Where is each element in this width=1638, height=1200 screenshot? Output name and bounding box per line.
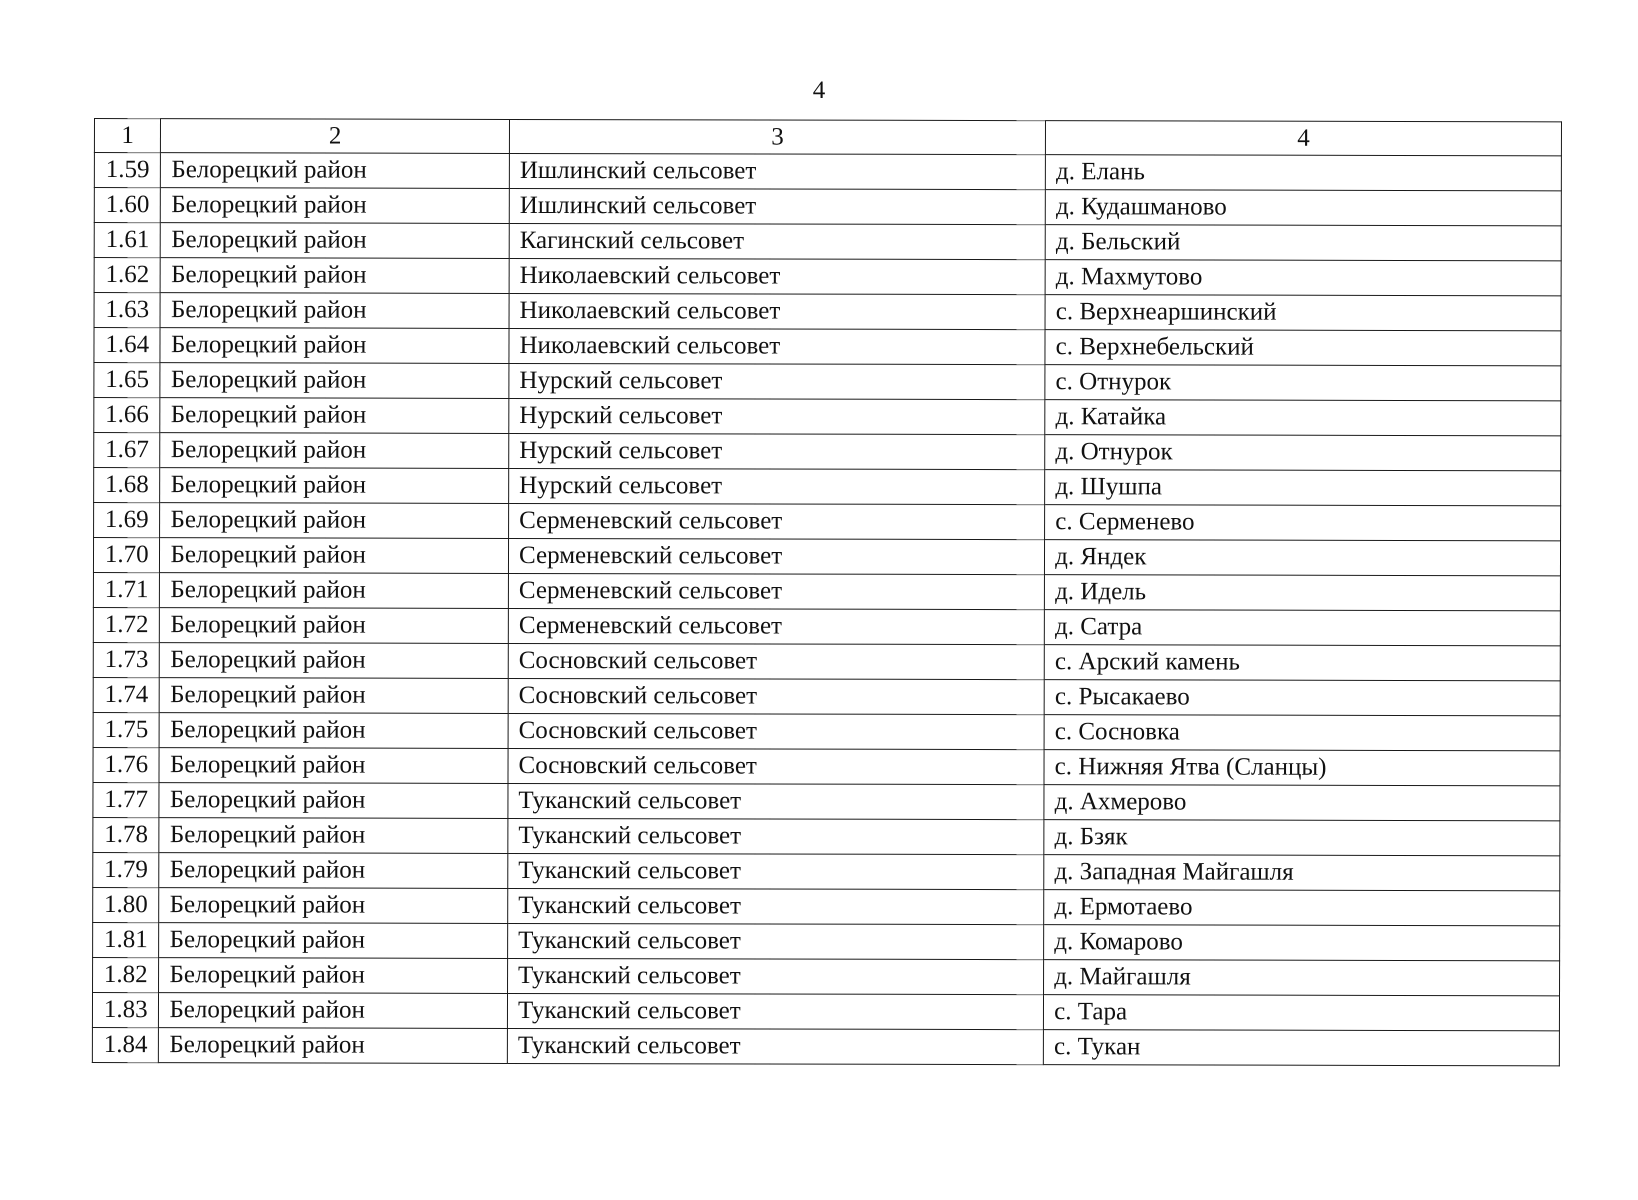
settlement-cell: д. Яндек (1045, 540, 1561, 576)
settlement-cell: с. Тара (1044, 995, 1560, 1031)
row-number: 1.80 (93, 887, 160, 922)
settlement-cell: д. Бзяк (1044, 820, 1560, 856)
row-number: 1.83 (92, 992, 159, 1027)
district-cell: Белорецкий район (160, 538, 509, 574)
district-cell: Белорецкий район (160, 713, 509, 749)
settlement-cell: д. Сатра (1044, 610, 1560, 646)
table-row (93, 677, 1560, 715)
council-cell: Туканский сельсовет (508, 853, 1044, 889)
council-cell: Нурский сельсовет (509, 468, 1045, 504)
council-cell: Сосновский сельсовет (508, 643, 1044, 679)
settlement-cell: с. Отнурок (1045, 365, 1561, 401)
council-cell: Нурский сельсовет (509, 398, 1045, 434)
district-cell: Белорецкий район (159, 993, 508, 1029)
table-body (92, 153, 1561, 1066)
district-cell: Белорецкий район (160, 643, 509, 679)
header-col-3: 3 (509, 119, 1045, 154)
district-cell: Белорецкий район (159, 1028, 508, 1064)
settlements-table (92, 118, 1562, 1066)
settlement-cell: д. Западная Майгашля (1044, 855, 1560, 891)
table-row (93, 852, 1560, 890)
district-cell: Белорецкий район (161, 223, 510, 259)
district-cell: Белорецкий район (160, 608, 509, 644)
table-row (93, 572, 1560, 610)
district-cell: Белорецкий район (161, 153, 510, 189)
council-cell: Нурский сельсовет (509, 433, 1045, 469)
district-cell: Белорецкий район (160, 573, 509, 609)
district-cell: Белорецкий район (159, 818, 508, 854)
table-row (94, 293, 1561, 331)
district-cell: Белорецкий район (160, 398, 509, 434)
header-col-1: 1 (94, 119, 161, 153)
header-col-4: 4 (1046, 121, 1562, 156)
settlement-cell: с. Верхнеаршинский (1045, 295, 1561, 331)
row-number: 1.63 (94, 293, 161, 328)
district-cell: Белорецкий район (159, 923, 508, 959)
settlement-cell: с. Нижняя Ятва (Сланцы) (1044, 750, 1560, 786)
table-row (93, 782, 1560, 820)
header-col-2: 2 (161, 119, 510, 154)
row-number: 1.60 (94, 188, 161, 223)
council-cell: Сосновский сельсовет (508, 713, 1044, 749)
row-number: 1.64 (94, 328, 161, 363)
district-cell: Белорецкий район (161, 188, 510, 224)
settlement-cell: с. Тукан (1044, 1030, 1560, 1066)
settlement-cell: д. Шушпа (1045, 470, 1561, 506)
row-number: 1.66 (94, 398, 161, 433)
council-cell: Серменевский сельсовет (508, 538, 1044, 574)
district-cell: Белорецкий район (160, 363, 509, 399)
district-cell: Белорецкий район (161, 258, 510, 294)
council-cell: Николаевский сельсовет (509, 258, 1045, 294)
row-number: 1.62 (94, 258, 161, 293)
row-number: 1.84 (92, 1027, 159, 1062)
row-number: 1.82 (93, 957, 160, 992)
row-number: 1.75 (93, 712, 160, 747)
table-row (93, 817, 1560, 855)
page-number: 4 (812, 77, 826, 104)
settlement-cell: д. Елань (1046, 155, 1562, 191)
table-row (94, 503, 1561, 541)
council-cell: Туканский сельсовет (507, 1028, 1043, 1064)
row-number: 1.67 (94, 433, 161, 468)
table-row (93, 538, 1560, 576)
settlement-cell: д. Отнурок (1045, 435, 1561, 471)
row-number: 1.81 (93, 922, 160, 957)
row-number: 1.77 (93, 782, 160, 817)
table-row (93, 922, 1560, 960)
settlement-cell: д. Махмутово (1045, 260, 1561, 296)
council-cell: Серменевский сельсовет (508, 608, 1044, 644)
settlement-cell: д. Бельский (1045, 225, 1561, 261)
table-row (94, 328, 1561, 366)
settlement-cell: с. Рысакаево (1044, 680, 1560, 716)
table-header (94, 119, 1561, 156)
row-number: 1.59 (94, 153, 161, 188)
table-row (92, 1027, 1559, 1065)
settlement-cell: с. Верхнебельский (1045, 330, 1561, 366)
district-cell: Белорецкий район (160, 468, 509, 504)
settlement-cell: д. Идель (1045, 575, 1561, 611)
settlement-cell: д. Комарово (1044, 925, 1560, 961)
council-cell: Туканский сельсовет (508, 888, 1044, 924)
settlement-cell: д. Катайка (1045, 400, 1561, 436)
table-row (94, 153, 1561, 191)
council-cell: Нурский сельсовет (509, 363, 1045, 399)
settlement-cell: д. Майгашля (1044, 960, 1560, 996)
district-cell: Белорецкий район (159, 888, 508, 924)
district-cell: Белорецкий район (161, 293, 510, 329)
table-row (93, 957, 1560, 995)
council-cell: Николаевский сельсовет (509, 328, 1045, 364)
row-number: 1.69 (94, 503, 161, 538)
council-cell: Туканский сельсовет (508, 958, 1044, 994)
table-row (93, 712, 1560, 750)
table-row (94, 363, 1561, 401)
row-number: 1.61 (94, 223, 161, 258)
council-cell: Туканский сельсовет (508, 818, 1044, 854)
district-cell: Белорецкий район (160, 433, 509, 469)
row-number: 1.73 (93, 642, 160, 677)
settlement-cell: с. Арский камень (1044, 645, 1560, 681)
council-cell: Туканский сельсовет (507, 993, 1043, 1029)
row-number: 1.78 (93, 817, 160, 852)
settlement-cell: с. Серменево (1045, 505, 1561, 541)
council-cell: Сосновский сельсовет (508, 748, 1044, 784)
row-number: 1.72 (93, 607, 160, 642)
district-cell: Белорецкий район (159, 958, 508, 994)
council-cell: Серменевский сельсовет (509, 503, 1045, 539)
table-row (94, 258, 1561, 296)
settlement-cell: д. Ермотаево (1044, 890, 1560, 926)
district-cell: Белорецкий район (159, 853, 508, 889)
table-row (93, 607, 1560, 645)
council-cell: Сосновский сельсовет (508, 678, 1044, 714)
row-number: 1.74 (93, 677, 160, 712)
settlement-cell: д. Кудашманово (1045, 190, 1561, 226)
table-row (94, 433, 1561, 471)
table-row (94, 188, 1561, 226)
settlement-cell: с. Сосновка (1044, 715, 1560, 751)
table-row (93, 747, 1560, 785)
table-row (94, 468, 1561, 506)
row-number: 1.79 (93, 852, 160, 887)
council-cell: Ишлинский сельсовет (509, 153, 1045, 189)
row-number: 1.68 (94, 468, 161, 503)
council-cell: Серменевский сельсовет (508, 573, 1044, 609)
row-number: 1.76 (93, 747, 160, 782)
council-cell: Туканский сельсовет (508, 783, 1044, 819)
table-row (92, 992, 1559, 1030)
council-cell: Кагинский сельсовет (509, 223, 1045, 259)
row-number: 1.70 (93, 538, 160, 573)
table-row (93, 887, 1560, 925)
district-cell: Белорецкий район (160, 328, 509, 364)
council-cell: Туканский сельсовет (508, 923, 1044, 959)
council-cell: Николаевский сельсовет (509, 293, 1045, 329)
settlement-cell: д. Ахмерово (1044, 785, 1560, 821)
district-cell: Белорецкий район (160, 678, 509, 714)
row-number: 1.65 (94, 363, 161, 398)
district-cell: Белорецкий район (159, 783, 508, 819)
table-row (93, 642, 1560, 680)
row-number: 1.71 (93, 572, 160, 607)
district-cell: Белорецкий район (159, 748, 508, 784)
council-cell: Ишлинский сельсовет (509, 188, 1045, 224)
table-row (94, 223, 1561, 261)
district-cell: Белорецкий район (160, 503, 509, 539)
table-row (94, 398, 1561, 436)
header-row (94, 119, 1561, 156)
